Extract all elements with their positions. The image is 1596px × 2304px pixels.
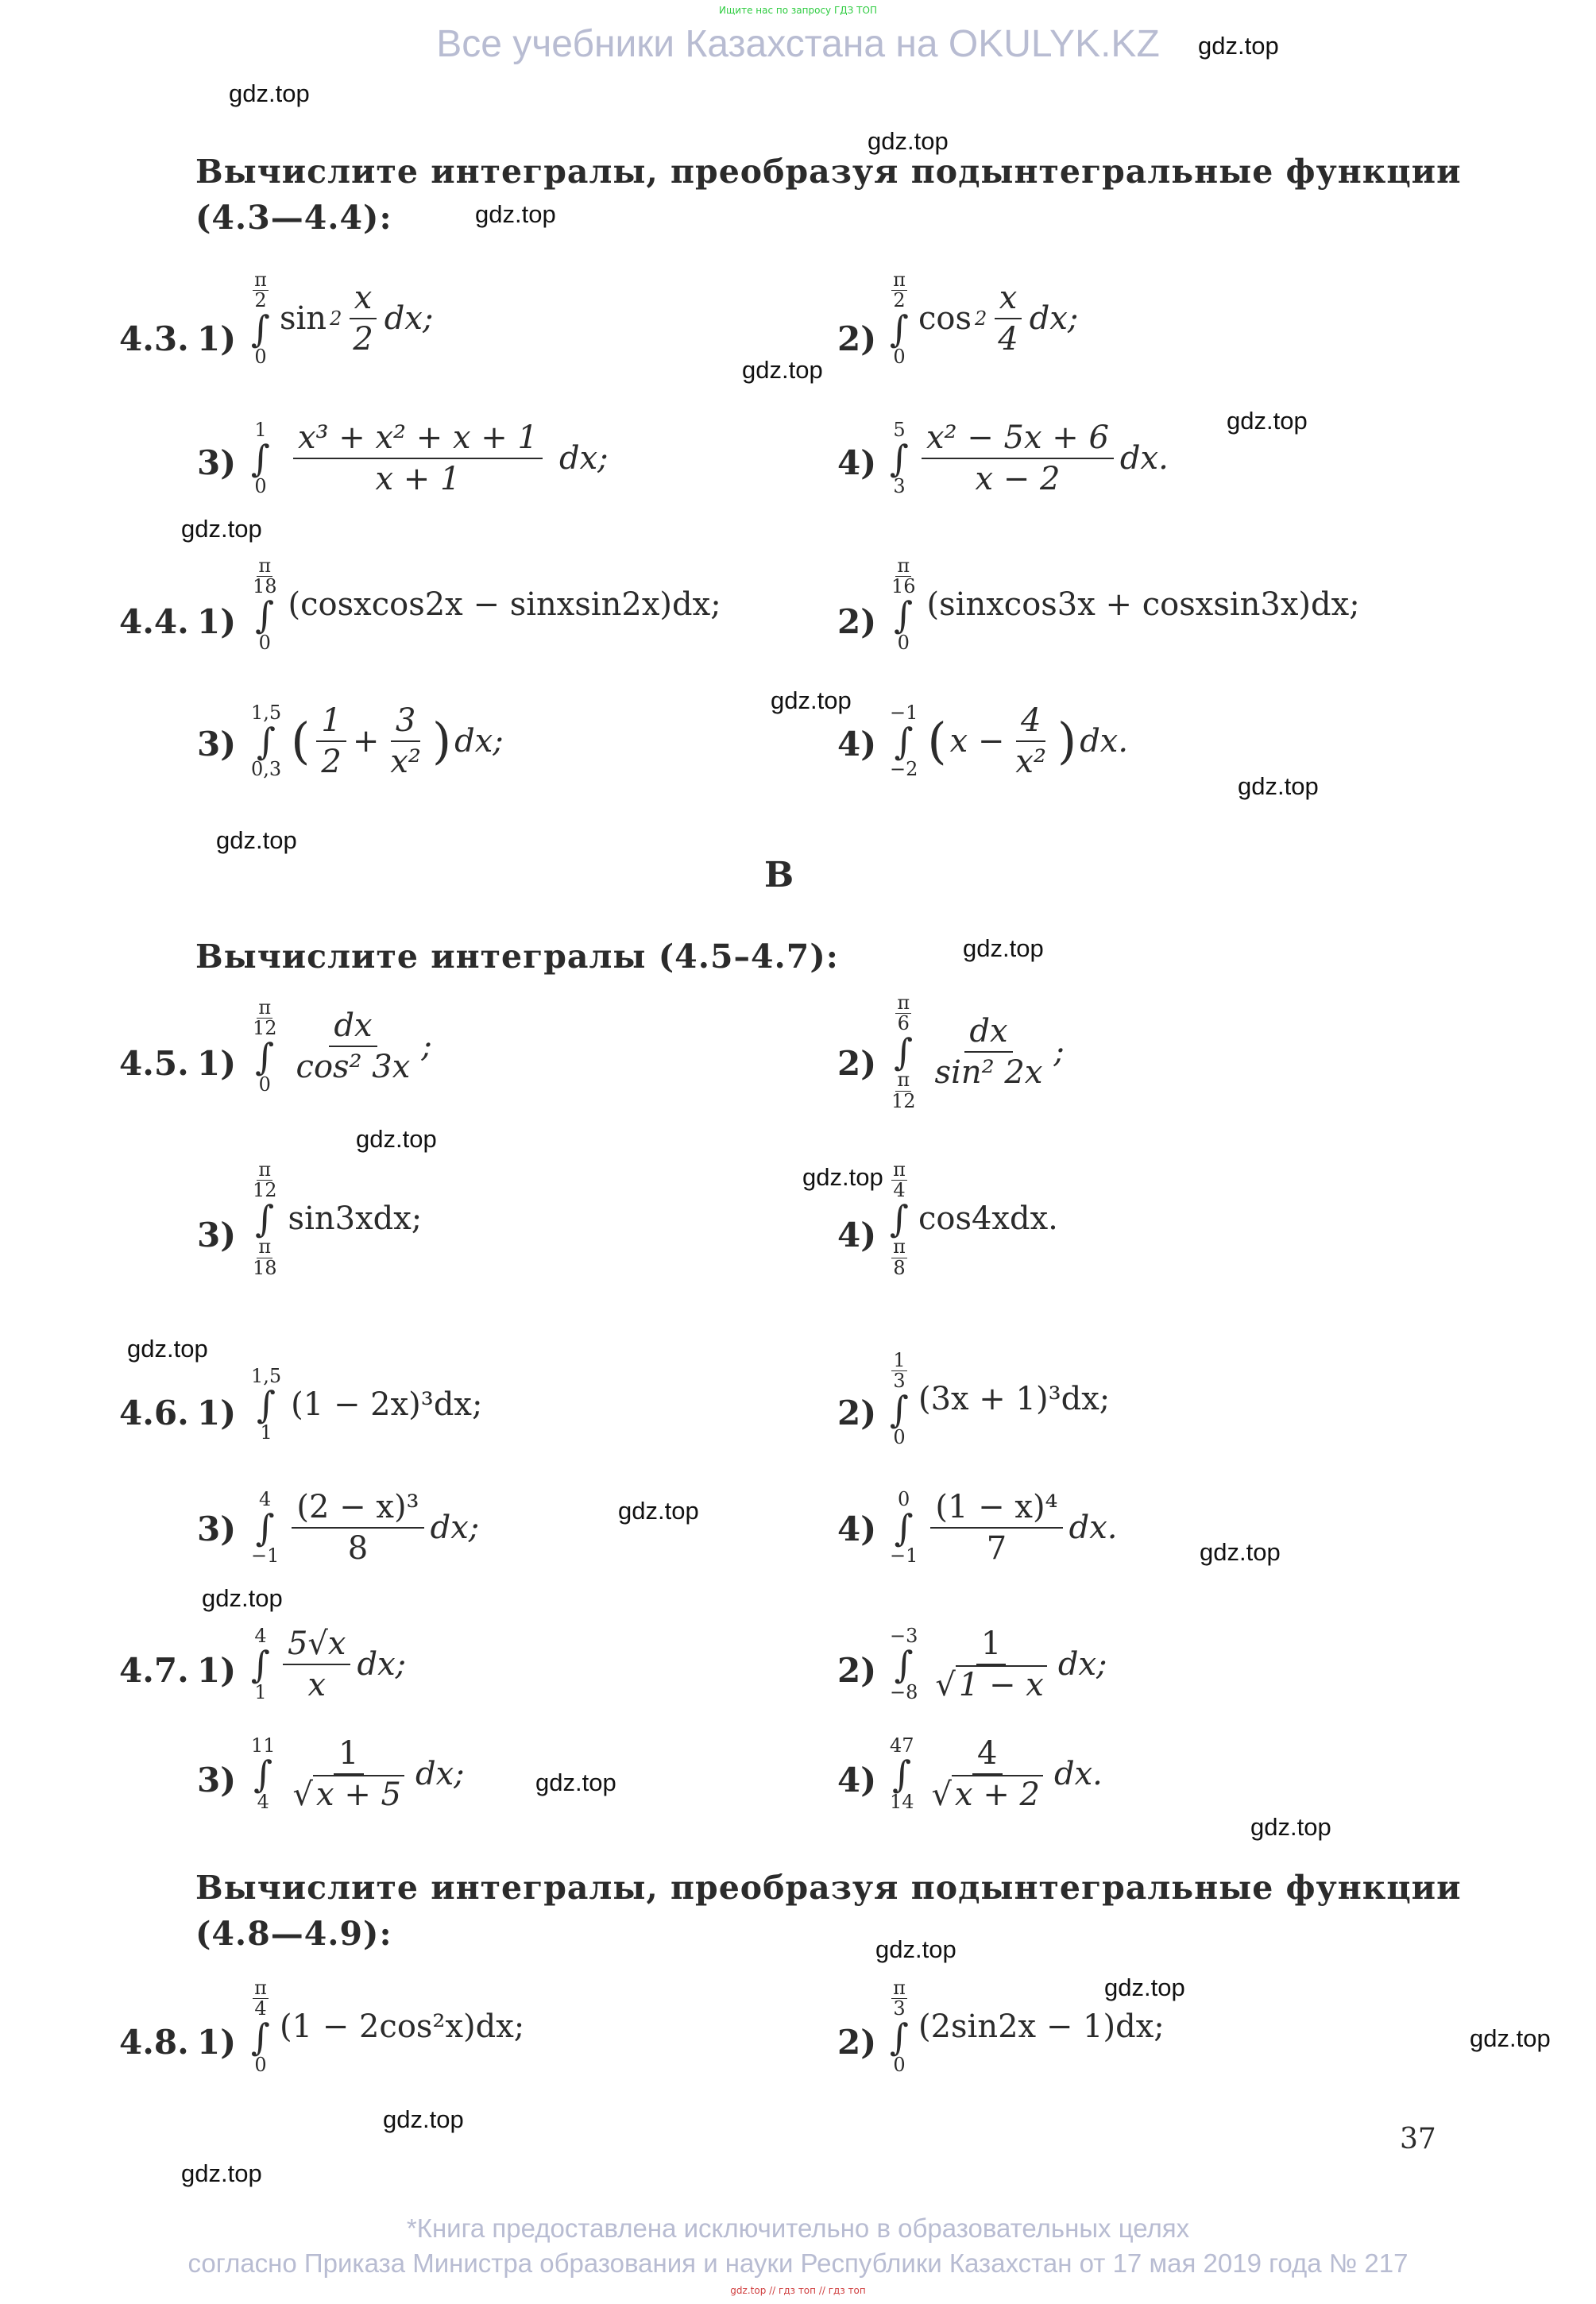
part-label: 1): [197, 2023, 237, 2062]
part-label: 2): [837, 319, 877, 358]
part-label: 2): [837, 1651, 877, 1690]
watermark: gdz.top: [771, 686, 852, 714]
instruction-range: (4.8—4.9):: [195, 1915, 392, 1953]
integral-sign: 1,5 ∫ 0,3: [251, 701, 282, 780]
watermark: gdz.top: [127, 1335, 208, 1363]
integral-expression: π 12 ∫ π 18 sin3xdx;: [253, 1158, 423, 1279]
integral-sign: −1 ∫ −2: [890, 701, 918, 780]
integral-expression: π 2 ∫ 0 sin 2 $\frac{x}{2}$ dx;: [251, 269, 434, 369]
integral-expression: 11 ∫ 4 $\frac{1}{√ x + 5}$ dx;: [251, 1734, 465, 1813]
integral-sign: π 12 ∫ 0: [253, 996, 277, 1096]
integral-sign: π 2 ∫ 0: [890, 269, 909, 369]
search-hint: Ищите нас по запросу ГДЗ ТОП: [719, 5, 877, 16]
site-title[interactable]: Все учебники Казахстана на OKULYK.KZ: [436, 23, 1160, 65]
integral-sign: 0 ∫ −1: [890, 1487, 918, 1567]
watermark: gdz.top: [1238, 772, 1319, 800]
instruction-text: Вычислите интегралы, преобразуя подынтегральные функции: [195, 153, 1462, 191]
part-label: 1): [197, 1394, 237, 1432]
page-number: 37: [1400, 2123, 1436, 2155]
footer-note: согласно Приказа Министра образования и науки Республики Казахстан от 17 мая 2019 года № 217: [187, 2248, 1409, 2278]
watermark: gdz.top: [181, 2159, 262, 2187]
integral-sign: 1 ∫ 0: [251, 418, 270, 497]
part-label: 3): [197, 1761, 237, 1800]
problem-number: 4.3.: [119, 319, 189, 358]
integral-expression: 1 ∫ 0 $\frac{\text{x³ + x² + x + 1}}{x + 1}$ dx;: [251, 418, 609, 497]
part-label: 3): [197, 1216, 237, 1254]
part-label: 3): [197, 1510, 237, 1548]
part-label: 4): [837, 443, 877, 482]
integral-expression: π 4 ∫ π 8 cos4xdx.: [890, 1158, 1058, 1279]
watermark: gdz.top: [229, 79, 310, 107]
integral-expression: π 16 ∫ 0 (sinxcos3x + cosxsin3x)dx;: [891, 555, 1360, 655]
problem-number: 4.8.: [119, 2023, 189, 2062]
integral-sign: 1,5 ∫ 1: [251, 1365, 282, 1444]
integral-expression: −3 ∫ −8 $\frac{1}{√ 1 - x}$ dx;: [890, 1624, 1107, 1703]
watermark: gdz.top: [356, 1125, 437, 1153]
watermark: gdz.top: [1104, 1973, 1185, 2001]
integral-sign: 5 ∫ 3: [890, 418, 909, 497]
part-label: 1): [197, 1044, 237, 1083]
instruction-text: Вычислите интегралы, преобразуя подынтегральные функции: [195, 1869, 1462, 1907]
watermark: gdz.top: [618, 1497, 699, 1525]
integral-expression: 1 3 ∫ 0 (3x + 1)³dx;: [890, 1349, 1111, 1449]
watermark: gdz.top: [202, 1584, 283, 1612]
integral-sign: 11 ∫ 4: [251, 1734, 276, 1813]
part-label: 1): [197, 319, 237, 358]
integral-expression: −1 ∫ −2 ( x − $\frac{4}{\text{x²}}$ ) dx.: [890, 701, 1129, 780]
integral-expression: π 4 ∫ 0 (1 − 2cos²x)dx;: [251, 1977, 525, 2077]
integral-expression: 1,5 ∫ 1 (1 − 2x)³dx;: [251, 1365, 483, 1444]
part-label: 3): [197, 443, 237, 482]
integral-sign: π 4 ∫ 0: [251, 1977, 270, 2077]
problem-number: 4.6.: [119, 1394, 189, 1432]
integral-sign: π 6 ∫ π 12: [891, 992, 916, 1112]
footer-note: *Книга предоставлена исключительно в образовательных целях: [406, 2213, 1190, 2243]
watermark: gdz.top: [875, 1935, 956, 1963]
watermark: gdz.top: [1250, 1813, 1331, 1841]
part-label: 4): [837, 1216, 877, 1254]
part-label: 4): [837, 725, 877, 763]
part-label: 2): [837, 2023, 877, 2062]
integral-sign: 47 ∫ 14: [890, 1734, 914, 1813]
part-label: 1): [197, 602, 237, 641]
problem-number: 4.5.: [119, 1044, 189, 1083]
integral-expression: π 2 ∫ 0 cos 2 $\frac{x}{4}$ dx;: [890, 269, 1079, 369]
watermark: gdz.top: [742, 356, 823, 384]
part-label: 4): [837, 1761, 877, 1800]
part-label: 4): [837, 1510, 877, 1548]
instruction-text: Вычислите интегралы (4.5–4.7):: [195, 937, 839, 976]
integral-sign: −3 ∫ −8: [890, 1624, 918, 1703]
part-label: 1): [197, 1651, 237, 1690]
integral-sign: π 2 ∫ 0: [251, 269, 270, 369]
integral-expression: 4 ∫ 1 $\frac{5√x}{x}$ dx;: [251, 1624, 407, 1703]
integral-expression: π 18 ∫ 0 (cosxcos2x − sinxsin2x)dx;: [253, 555, 721, 655]
integral-sign: π 12 ∫ π 18: [253, 1158, 277, 1279]
watermark: gdz.top: [868, 127, 949, 155]
problem-number: 4.7.: [119, 1651, 189, 1690]
integral-expression: 47 ∫ 14 $\frac{4}{√ x + 2}$ dx.: [890, 1734, 1103, 1813]
part-label: 2): [837, 1394, 877, 1432]
watermark: gdz.top: [383, 2105, 464, 2133]
integral-expression: 5 ∫ 3 $\frac{\text{x² − 5x + 6}}{x - 2}$ dx.: [890, 418, 1169, 497]
part-label: 2): [837, 1044, 877, 1083]
watermark: gdz.top: [216, 826, 297, 854]
integral-sign: π 18 ∫ 0: [253, 555, 277, 655]
part-label: 2): [837, 602, 877, 641]
integral-sign: 4 ∫ −1: [251, 1487, 280, 1567]
integral-expression: π 3 ∫ 0 (2sin2x − 1)dx;: [890, 1977, 1165, 2077]
watermark: gdz.top: [963, 934, 1044, 962]
watermark: gdz.top: [1200, 1538, 1281, 1566]
integral-expression: 1,5 ∫ 0,3 ( $\frac{1}{2}$ + $\frac{3}{\text{x²}}$ ) dx;: [251, 701, 504, 780]
watermark: gdz.top: [181, 515, 262, 543]
integral-sign: π 4 ∫ π 8: [890, 1158, 909, 1279]
watermark: gdz.top: [1470, 2024, 1551, 2052]
integral-expression: 4 ∫ −1 $\frac{\text{(2 − x)³}}{8}$ dx;: [251, 1487, 480, 1567]
integral-sign: π 3 ∫ 0: [890, 1977, 909, 2077]
section-heading: B: [764, 855, 794, 895]
watermark: gdz.top: [475, 200, 556, 228]
watermark: gdz.top: [1227, 407, 1308, 435]
integral-expression: π 6 ∫ π 12 $\frac{dx}{\text{sin² 2x}}$ ;: [891, 992, 1065, 1112]
watermark: gdz.top: [802, 1163, 883, 1191]
problem-number: 4.4.: [119, 602, 189, 641]
integral-expression: π 12 ∫ 0 $\frac{dx}{\text{cos² 3x}}$ ;: [253, 996, 432, 1096]
integral-sign: π 16 ∫ 0: [891, 555, 916, 655]
watermark: gdz.top: [535, 1769, 616, 1796]
watermark: gdz.top: [1198, 32, 1279, 60]
integral-sign: 1 3 ∫ 0: [890, 1349, 909, 1449]
instruction-range: (4.3—4.4):: [195, 199, 392, 237]
integral-sign: 4 ∫ 1: [251, 1624, 270, 1703]
integral-expression: 0 ∫ −1 $\frac{\text{(1 − x)⁴}}{7}$ dx.: [890, 1487, 1118, 1567]
footer-links[interactable]: gdz.top // гдз топ // гдз топ: [730, 2285, 866, 2296]
part-label: 3): [197, 725, 237, 763]
